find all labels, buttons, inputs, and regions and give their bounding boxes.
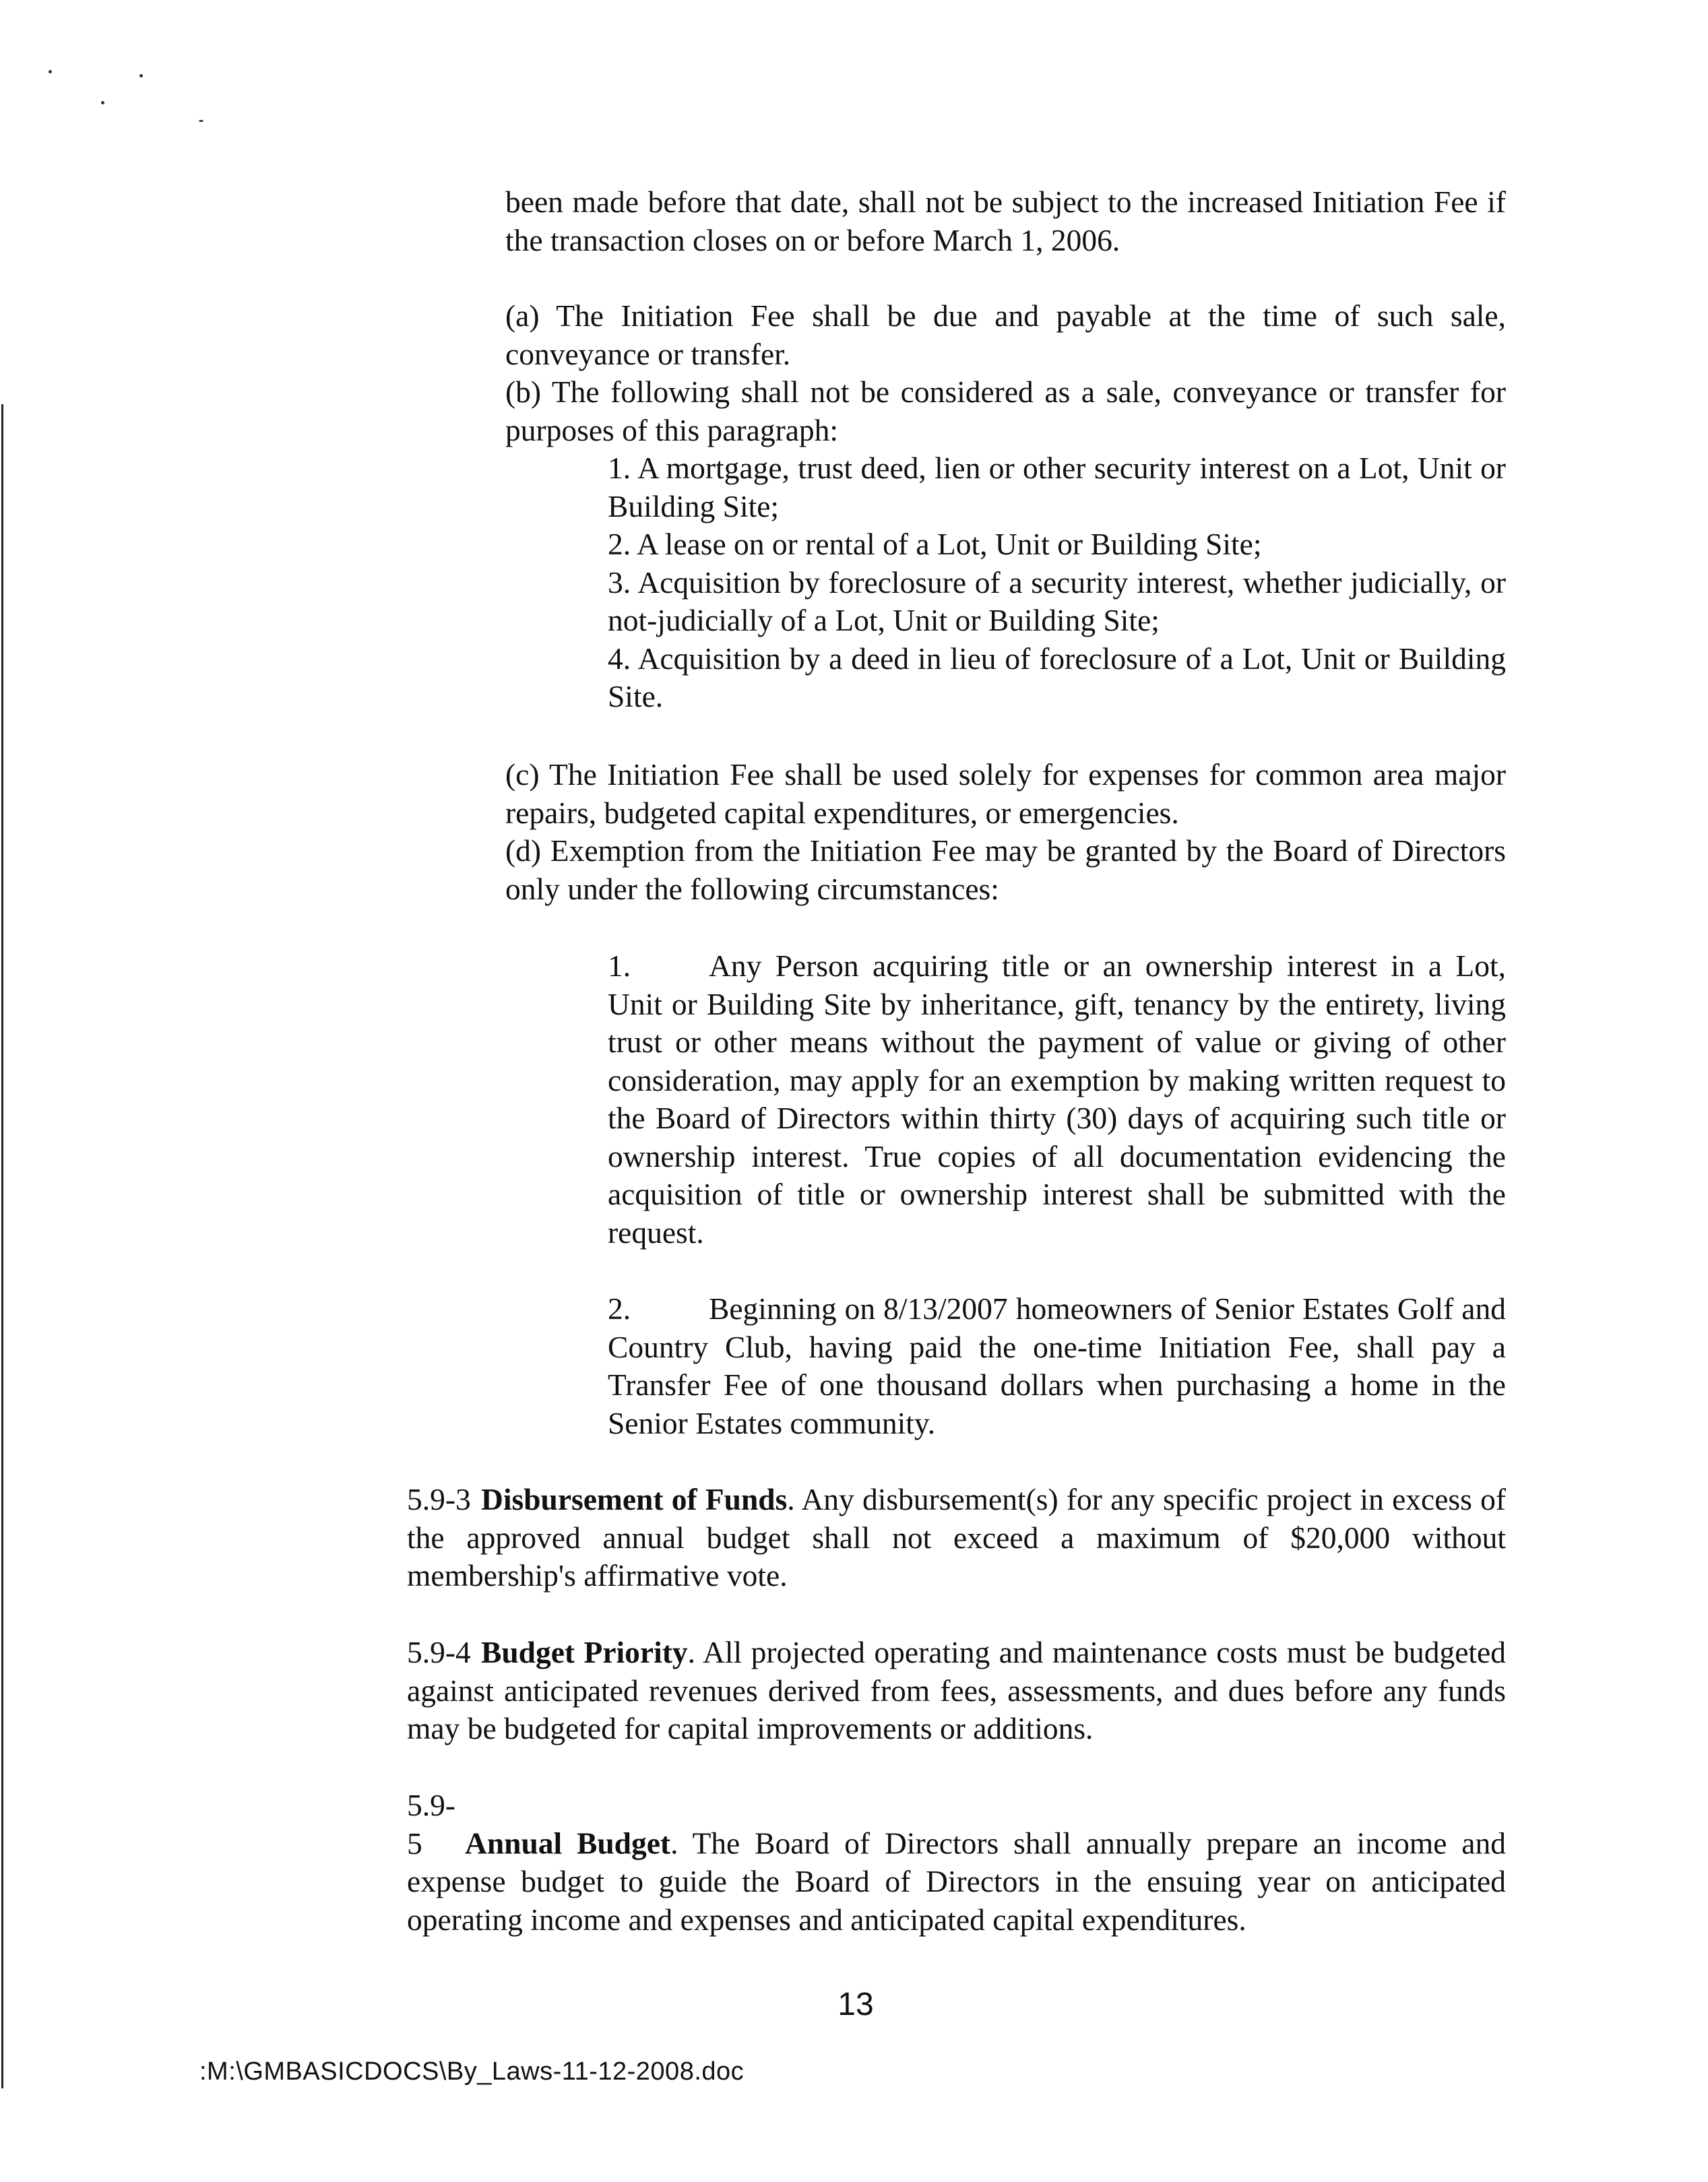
scan-speck bbox=[49, 70, 52, 73]
scan-speck bbox=[139, 74, 143, 77]
section-text: . All projected operating and maintenance costs must be budgeted against anticipated revenues derived from fees, assessments, and dues before any funds may be budgeted for capital improvements or additions. bbox=[407, 1635, 1506, 1745]
section-text: . Any disbursement(s) for any specific project in excess of the approved annual budget shall not exceed a maximum of $20,000 without membership's affirmative vote. bbox=[407, 1482, 1506, 1593]
scan-edge-line bbox=[1, 404, 3, 2088]
scan-speck bbox=[101, 101, 104, 104]
section-title: Annual Budget bbox=[465, 1826, 671, 1861]
paragraph-b-block bbox=[505, 373, 1506, 449]
page-number: 13 bbox=[837, 1987, 874, 2022]
exemption-number: 1. bbox=[608, 949, 631, 983]
exemption-item-2 bbox=[608, 1290, 1506, 1442]
footer-file-path: :M:\GMBASICDOCS\By_Laws-11-12-2008.doc bbox=[199, 2057, 745, 2086]
exclusion-item: 4. Acquisition by a deed in lieu of foreclosure of a Lot, Unit or Building Site. bbox=[608, 641, 1506, 713]
paragraph-d-block bbox=[505, 832, 1506, 908]
section-title: Budget Priority bbox=[481, 1635, 688, 1669]
intro-paragraph: been made before that date, shall not be subject to the increased Initiation Fee if the transaction closes on or before March 1, 2006. bbox=[505, 185, 1506, 257]
exclusions-list bbox=[608, 449, 1506, 716]
exclusion-item: 1. A mortgage, trust deed, lien or other security interest on a Lot, Unit or Building Site; bbox=[608, 451, 1506, 523]
exclusion-item: 2. A lease on or rental of a Lot, Unit or Building Site; bbox=[608, 527, 1262, 561]
section-5-9-5 bbox=[407, 1787, 1506, 1939]
section-number: 5.9-5 bbox=[407, 1788, 456, 1861]
paragraph-c: (c) The Initiation Fee shall be used solely for expenses for common area major repairs, budgeted capital expenditures, or emergencies. bbox=[505, 757, 1506, 830]
exclusion-item: 3. Acquisition by foreclosure of a security interest, whether judicially, or not-judicially of a Lot, Unit or Building Site; bbox=[608, 565, 1506, 637]
scan-speck bbox=[199, 120, 203, 122]
exemption-text: Any Person acquiring title or an ownership interest in a Lot, Unit or Building Site by inheritance, gift, tenancy by the entirety, living trust or other means without the payment of value or giving of other consideration, may apply for an exemption by making written request to the Board of Directors within thirty (30) days of acquiring such title or ownership interest. True copies of all documentation evidencing the acquisition of title or ownership interest shall be submitted with the request. bbox=[608, 949, 1506, 1250]
exemption-number: 2. bbox=[608, 1291, 631, 1326]
section-5-9-3 bbox=[407, 1481, 1506, 1595]
section-5-9-4 bbox=[407, 1634, 1506, 1748]
section-number: 5.9-4 bbox=[407, 1635, 471, 1669]
section-title: Disbursement of Funds bbox=[481, 1482, 788, 1516]
section-number: 5.9-3 bbox=[407, 1482, 471, 1516]
paragraph-a-block bbox=[505, 297, 1506, 373]
paragraph-d: (d) Exemption from the Initiation Fee may be granted by the Board of Directors only under the following circumstances: bbox=[505, 833, 1506, 906]
exemption-item-1 bbox=[608, 947, 1506, 1252]
exemption-text: Beginning on 8/13/2007 homeowners of Senior Estates Golf and Country Club, having paid the one-time Initiation Fee, shall pay a Transfer Fee of one thousand dollars when purchasing a home in the Senior Estates community. bbox=[608, 1291, 1506, 1440]
paragraph-c-block bbox=[505, 756, 1506, 832]
paragraph-a: (a) The Initiation Fee shall be due and payable at the time of such sale, conveyance or transfer. bbox=[505, 298, 1506, 371]
section-text: . The Board of Directors shall annually prepare an income and expense budget to guide the Board of Directors in the ensuing year on anticipated operating income and expenses and anticipated capital expenditures. bbox=[407, 1826, 1506, 1937]
intro-paragraph-block bbox=[505, 183, 1506, 259]
paragraph-b: (b) The following shall not be considered as a sale, conveyance or transfer for purposes of this paragraph: bbox=[505, 375, 1506, 447]
